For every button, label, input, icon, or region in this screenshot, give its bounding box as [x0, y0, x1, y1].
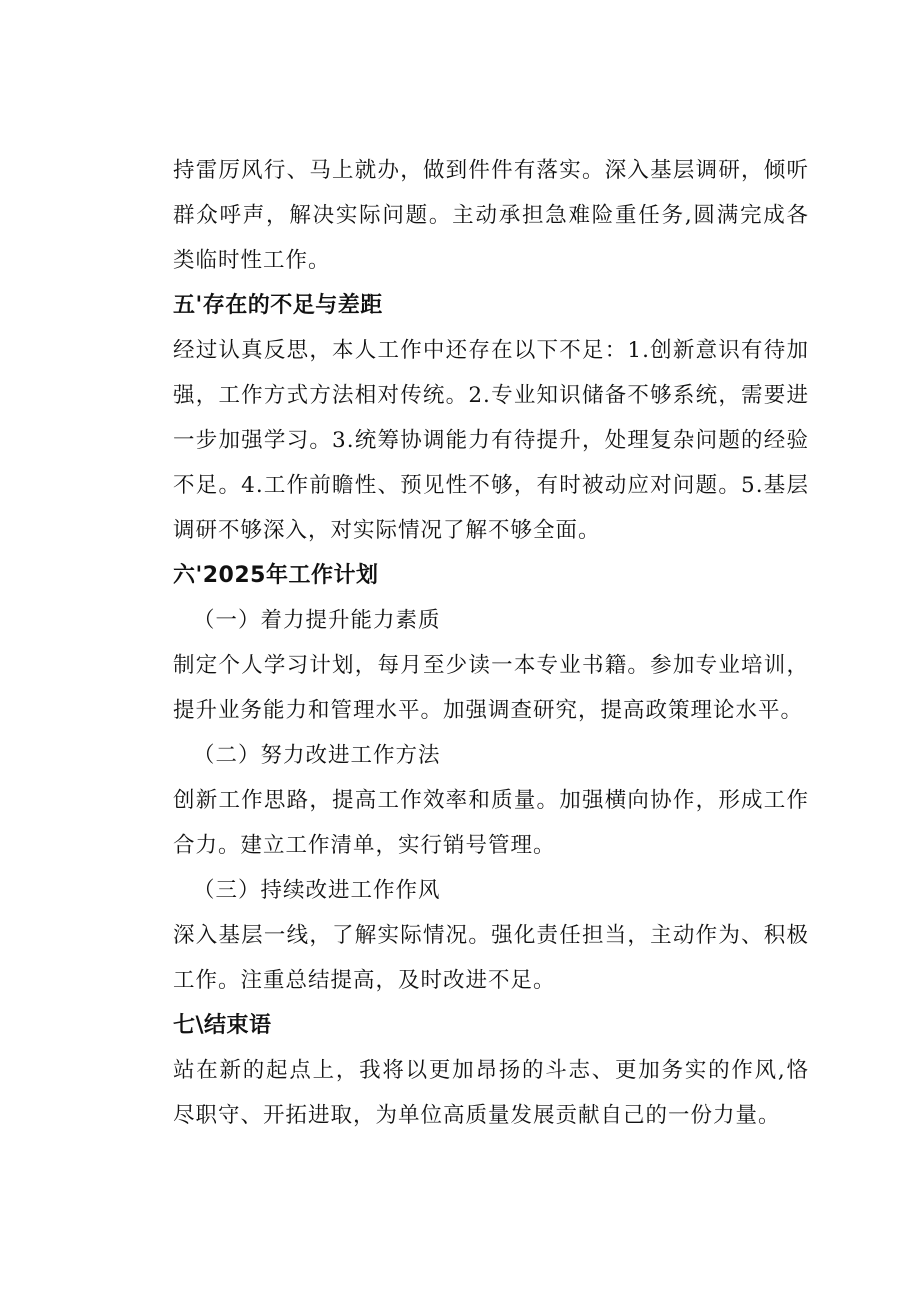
- section-heading-shortcomings: 五'存在的不足与差距: [173, 293, 383, 318]
- paragraph-improve-style: 深入基层一线，了解实际情况。强化责任担当，主动作为、积极工作。注重总结提高，及时改进不足。: [173, 923, 809, 993]
- section-heading-work-plan: 六'2025年工作计划: [173, 563, 379, 588]
- subheading-improve-ability: （一）着力提升能力素质: [193, 608, 441, 633]
- subheading-improve-methods: （二）努力改进工作方法: [193, 743, 441, 768]
- section-heading-conclusion: 七\结束语: [173, 1013, 272, 1038]
- document-body: [173, 148, 809, 1138]
- paragraph-conclusion: 站在新的起点上，我将以更加昂扬的斗志、更加务实的作风,恪尽职守、开拓进取，为单位高质量发展贡献自己的一份力量。: [173, 1058, 809, 1128]
- paragraph-shortcomings: 经过认真反思，本人工作中还存在以下不足：1.创新意识有待加强，工作方式方法相对传统。2.专业知识储备不够系统，需要进一步加强学习。3.统筹协调能力有待提升，处理复杂问题的经验不足。4.工作前瞻性、预见性不够，有时被动应对问题。5.基层调研不够深入，对实际情况了解不够全面。: [173, 338, 809, 543]
- paragraph-improve-methods: 创新工作思路，提高工作效率和质量。加强横向协作，形成工作合力。建立工作清单，实行销号管理。: [173, 788, 809, 858]
- subheading-improve-style: （三）持续改进工作作风: [193, 878, 441, 903]
- paragraph-continuation: 持雷厉风行、马上就办，做到件件有落实。深入基层调研，倾听群众呼声，解决实际问题。主动承担急难险重任务,圆满完成各类临时性工作。: [173, 158, 809, 273]
- paragraph-improve-ability: 制定个人学习计划，每月至少读一本专业书籍。参加专业培训，提升业务能力和管理水平。加强调查研究，提高政策理论水平。: [173, 653, 809, 723]
